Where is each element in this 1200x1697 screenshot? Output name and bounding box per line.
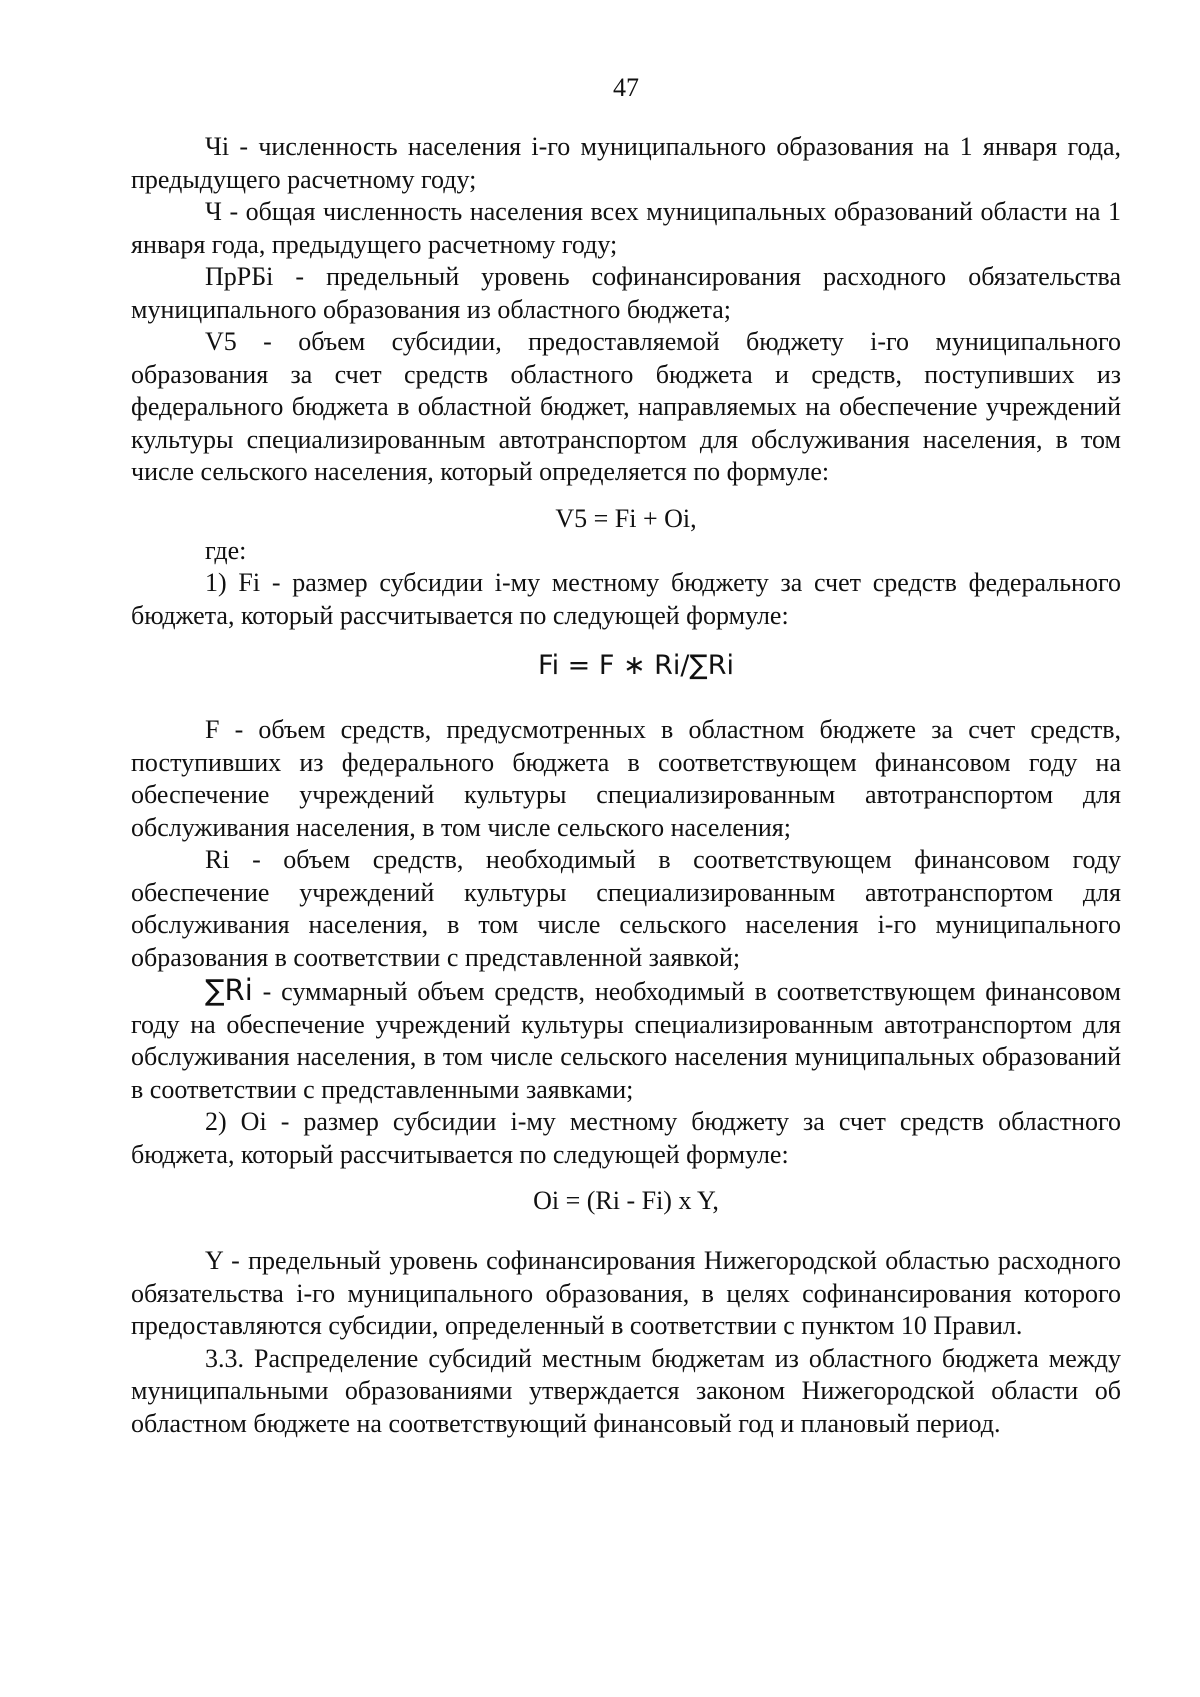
paragraph-chi: Чi - численность населения i-го муниципального образования на 1 января года, предыдущего расчетному году;: [131, 132, 1121, 194]
page-number: 47: [613, 73, 639, 102]
sum-ri-symbol: ∑Ri: [205, 973, 253, 1007]
paragraph-prrbi: ПрРБi - предельный уровень софинансирования расходного обязательства муниципального образования из областного бюджета;: [131, 262, 1121, 324]
where-label: где:: [205, 535, 247, 565]
formula-fi: Fi = F ∗ Ri/∑Ri: [538, 650, 734, 681]
formula-oi: Oi = (Ri - Fi) x Y,: [533, 1186, 719, 1215]
paragraph-f: F - объем средств, предусмотренных в областном бюджете за счет средств, поступивших из федерального бюджета в соответствующем финансовом году на обеспечение учреждений культуры специализированным автотранспортом для обслуживания населения, в том числе сельского населения;: [131, 715, 1121, 842]
paragraph-y: Y - предельный уровень софинансирования Нижегородской областью расходного обязательства i-го муниципального образования, в целях софинансирования которого предоставляются субсидии, определенный в соответствии с пунктом 10 Правил.: [131, 1246, 1121, 1340]
formula-v5: V5 = Fi + Oi,: [555, 503, 697, 533]
document-body: [131, 131, 1121, 1440]
paragraph-sum-ri: [131, 974, 1121, 1106]
paragraph-3-3: 3.3. Распределение субсидий местным бюджетам из областного бюджета между муниципальными образованиями утверждается законом Нижегородской области об областном бюджете на соответствующий финансовый год и плановый период.: [131, 1343, 1121, 1438]
paragraph-ch: Ч - общая численность населения всех муниципальных образований области на 1 января года, предыдущего расчетному году;: [131, 197, 1121, 259]
item-fi: 1) Fi - размер субсидии i-му местному бюджету за счет средств федерального бюджета, который рассчитывается по следующей формуле:: [131, 568, 1121, 630]
sum-ri-text: - суммарный объем средств, необходимый в соответствующем финансовом году на обеспечение учреждений культуры специализированным автотранспортом для обслуживания населения, в том числе сельского населения муниципальных образований в соответствии с представленными заявками;: [131, 977, 1121, 1104]
paragraph-v5: V5 - объем субсидии, предоставляемой бюджету i-го муниципального образования за счет средств областного бюджета и средств, поступивших из федерального бюджета в областной бюджет, направляемых на обеспечение учреждений культуры специализированным автотранспортом для обслуживания населения, в том числе сельского населения, который определяется по формуле:: [131, 327, 1121, 486]
item-oi: 2) Oi - размер субсидии i-му местному бюджету за счет средств областного бюджета, который рассчитывается по следующей формуле:: [131, 1107, 1121, 1169]
paragraph-ri: Ri - объем средств, необходимый в соответствующем финансовом году обеспечение учреждений культуры специализированным автотранспортом для обслуживания населения, в том числе сельского населения i-го муниципального образования в соответствии с представленной заявкой;: [131, 845, 1121, 972]
